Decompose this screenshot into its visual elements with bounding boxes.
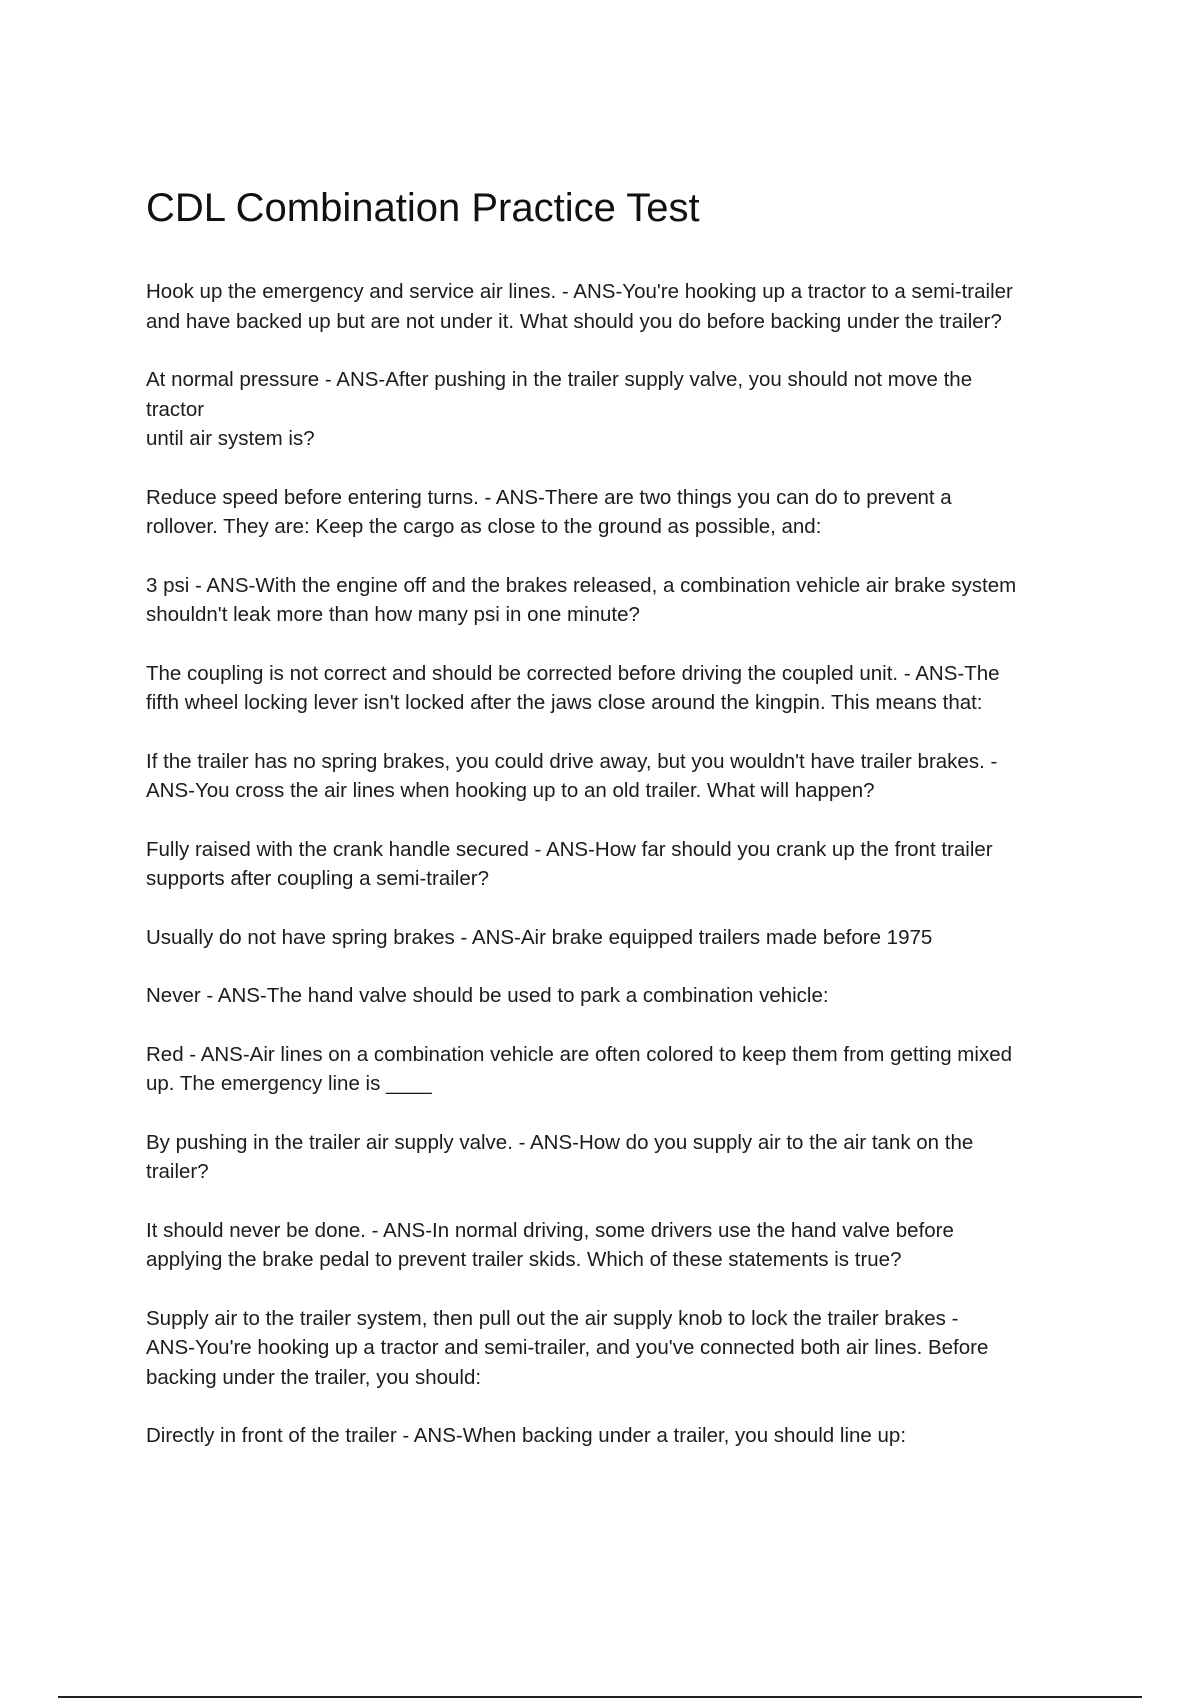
qa-item [146,1216,1086,1275]
qa-item [146,835,1086,894]
qa-list [146,277,1086,1480]
qa-item [146,747,1086,806]
qa-line: Usually do not have spring brakes - ANS-Air brake equipped trailers made before 1975 [146,925,933,949]
qa-line: Hook up the emergency and service air lines. - ANS-You're hooking up a tractor to a semi-trailer [146,280,1013,303]
qa-line: ANS-You're hooking up a tractor and semi-trailer, and you've connected both air lines. Before [146,1336,989,1359]
qa-line: shouldn't leak more than how many psi in one minute? [146,603,640,626]
qa-line: Directly in front of the trailer - ANS-When backing under a trailer, you should line up: [146,1424,907,1447]
qa-line: Reduce speed before entering turns. - ANS-There are two things you can do to prevent a [146,485,952,509]
qa-line: up. The emergency line is ____ [146,1072,432,1095]
qa-line: 3 psi - ANS-With the engine off and the brakes released, a combination vehicle air brake system [146,573,1017,597]
qa-item [146,571,1086,630]
qa-line: At normal pressure - ANS-After pushing in the trailer supply valve, you should not move the [146,368,973,391]
qa-item [146,365,1086,454]
qa-line: Fully raised with the crank handle secured - ANS-How far should you crank up the front trailer [146,837,993,861]
qa-line: By pushing in the trailer air supply valve. - ANS-How do you supply air to the air tank on the [146,1130,974,1154]
qa-line: If the trailer has no spring brakes, you could drive away, but you wouldn't have trailer brakes. - [146,749,998,773]
qa-line: trailer? [146,1160,209,1183]
qa-line: Never - ANS-The hand valve should be used to park a combination vehicle: [146,984,829,1007]
qa-line: fifth wheel locking lever isn't locked after the jaws close around the kingpin. This means that: [146,691,983,714]
qa-line: tractor [146,397,205,421]
qa-line: and have backed up but are not under it. What should you do before backing under the trailer? [146,309,1002,333]
qa-line: The coupling is not correct and should be corrected before driving the coupled unit. - ANS-The [146,661,1000,685]
qa-line: applying the brake pedal to prevent trailer skids. Which of these statements is true? [146,1248,902,1271]
qa-line: It should never be done. - ANS-In normal driving, some drivers use the hand valve before [146,1218,954,1242]
qa-item [146,981,1086,1011]
qa-item [146,1040,1086,1099]
qa-line: Supply air to the trailer system, then pull out the air supply knob to lock the trailer brakes - [146,1306,959,1330]
qa-line: Red - ANS-Air lines on a combination vehicle are often colored to keep them from getting mixed [146,1042,1012,1066]
qa-line: rollover. They are: Keep the cargo as close to the ground as possible, and: [146,515,822,538]
qa-item [146,483,1086,542]
footer-divider [58,1696,1142,1698]
qa-item [146,923,1086,953]
qa-item [146,1128,1086,1187]
qa-item [146,277,1086,336]
qa-line: until air system is? [146,427,315,450]
qa-item [146,1421,1086,1451]
qa-line: backing under the trailer, you should: [146,1365,482,1389]
page-title: CDL Combination Practice Test [146,186,700,230]
qa-line: ANS-You cross the air lines when hooking up to an old trailer. What will happen? [146,779,875,802]
qa-line: supports after coupling a semi-trailer? [146,867,489,890]
qa-item [146,659,1086,718]
qa-item [146,1304,1086,1393]
